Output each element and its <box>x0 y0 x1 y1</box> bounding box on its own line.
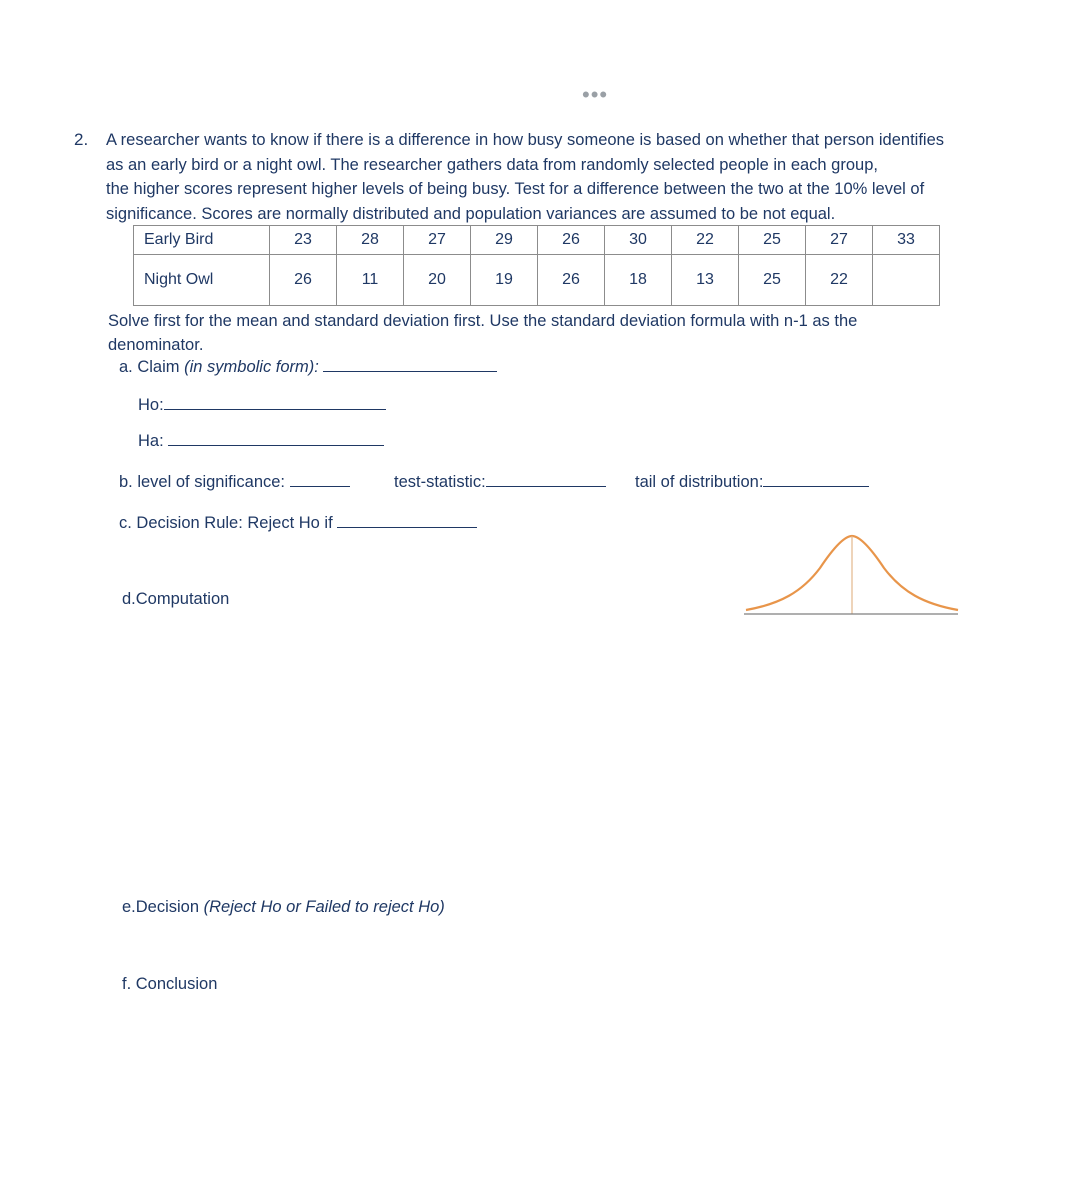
table-cell: 11 <box>337 255 404 306</box>
table-cell: 13 <box>672 255 739 306</box>
question-number: 2. <box>74 130 89 149</box>
decision-row <box>122 898 445 917</box>
instructions-line: Solve first for the mean and standard deviation first. Use the standard deviation formula with n-1 as the <box>108 312 858 330</box>
question-text <box>106 128 1066 226</box>
bell-curve-icon <box>740 528 962 624</box>
table-row-early-bird <box>134 226 940 255</box>
data-table <box>133 225 940 306</box>
table-cell: 22 <box>672 226 739 255</box>
table-cell: 29 <box>471 226 538 255</box>
question-line: as an early bird or a night owl. The researcher gathers data from randomly selected people in each group, <box>106 155 878 174</box>
tail-blank[interactable] <box>763 485 869 487</box>
instructions-line: denominator. <box>108 336 204 354</box>
table-cell: 25 <box>739 255 806 306</box>
ho-label: Ho: <box>138 396 164 414</box>
table-cell: 22 <box>806 255 873 306</box>
test-statistic-blank[interactable] <box>486 485 606 487</box>
table-cell: 27 <box>806 226 873 255</box>
row-label: Early Bird <box>134 226 270 255</box>
claim-blank[interactable] <box>323 370 497 372</box>
table-cell: 30 <box>605 226 672 255</box>
decision-rule-label: c. Decision Rule: Reject Ho if <box>119 514 333 532</box>
tail-row <box>635 473 869 492</box>
table-row-night-owl <box>134 255 940 306</box>
question-line: significance. Scores are normally distributed and population variances are assumed to be not equal. <box>106 204 836 223</box>
ho-row <box>138 396 386 415</box>
table-cell: 18 <box>605 255 672 306</box>
conclusion-label: f. Conclusion <box>122 975 218 993</box>
claim-label: a. Claim <box>119 358 185 376</box>
claim-row <box>119 358 497 377</box>
table-cell: 27 <box>404 226 471 255</box>
ho-blank[interactable] <box>164 408 386 410</box>
ha-row <box>138 432 384 451</box>
table-cell <box>873 255 940 306</box>
decision-label: e.Decision <box>122 898 204 916</box>
more-options-icon[interactable]: ••• <box>582 82 609 107</box>
table-cell: 33 <box>873 226 940 255</box>
table-cell: 26 <box>270 255 337 306</box>
question-line: the higher scores represent higher levels of being busy. Test for a difference between the two at the 10% level of <box>106 180 925 198</box>
tail-label: tail of distribution: <box>635 473 764 491</box>
table-cell: 26 <box>538 226 605 255</box>
test-statistic-row <box>394 473 606 492</box>
claim-hint: (in symbolic form): <box>184 358 319 376</box>
table-cell: 25 <box>739 226 806 255</box>
significance-label: b. level of significance: <box>119 473 286 491</box>
table-cell: 19 <box>471 255 538 306</box>
row-label: Night Owl <box>134 255 270 306</box>
ha-blank[interactable] <box>168 444 384 446</box>
decision-rule-blank[interactable] <box>337 526 477 528</box>
test-statistic-label: test-statistic: <box>394 473 486 491</box>
table-cell: 23 <box>270 226 337 255</box>
decision-hint: (Reject Ho or Failed to reject Ho) <box>203 898 445 916</box>
instructions <box>108 309 1008 357</box>
significance-row <box>119 473 350 492</box>
significance-blank[interactable] <box>290 485 350 487</box>
decision-rule-row <box>119 514 477 533</box>
computation-label: d.Computation <box>122 590 230 608</box>
table-cell: 20 <box>404 255 471 306</box>
table-cell: 26 <box>538 255 605 306</box>
table-cell: 28 <box>337 226 404 255</box>
ha-label: Ha: <box>138 432 164 450</box>
question-line: A researcher wants to know if there is a difference in how busy someone is based on whether that person identifies <box>106 131 945 149</box>
